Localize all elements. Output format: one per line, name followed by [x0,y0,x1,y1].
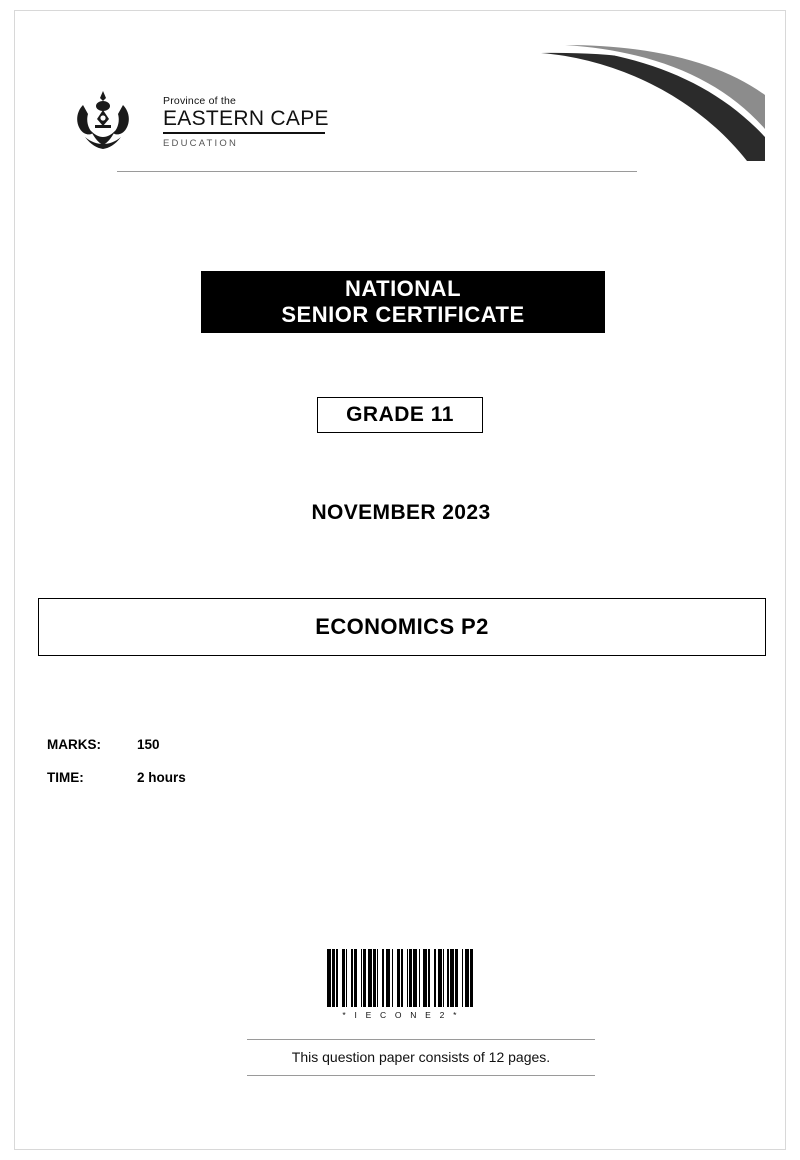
page-count-footer [247,1039,595,1076]
exam-meta [47,737,447,803]
wordmark-rule [163,132,325,134]
time-label: TIME: [47,770,84,785]
page-count-text: This question paper consists of 12 pages. [291,1049,551,1065]
province-small-text: Province of the [163,95,237,107]
coat-of-arms-icon [71,89,135,151]
marks-row [47,737,447,752]
subject-box: ECONOMICS P2 [38,598,766,656]
barcode-text: * I E C O N E 2 * [342,1010,460,1020]
department-label: EDUCATION [163,138,239,149]
paper-sheet [14,10,786,1150]
document-header [15,11,787,181]
time-row [47,770,447,785]
swoosh-graphic [535,45,765,167]
marks-label: MARKS: [47,737,101,752]
marks-value: 150 [137,737,160,752]
time-value: 2 hours [137,770,186,785]
footer-rule-bottom [247,1075,595,1076]
province-name: EASTERN CAPE [163,107,329,130]
certificate-line-2: SENIOR CERTIFICATE [281,302,525,327]
certificate-line-1: NATIONAL [344,276,462,301]
national-senior-certificate-band [201,271,605,333]
exam-date: NOVEMBER 2023 [311,501,491,524]
header-divider [117,171,637,172]
province-wordmark [163,95,393,149]
grade-box: GRADE 11 [317,397,483,433]
barcode-block [15,949,787,1020]
barcode-icon [327,949,475,1007]
